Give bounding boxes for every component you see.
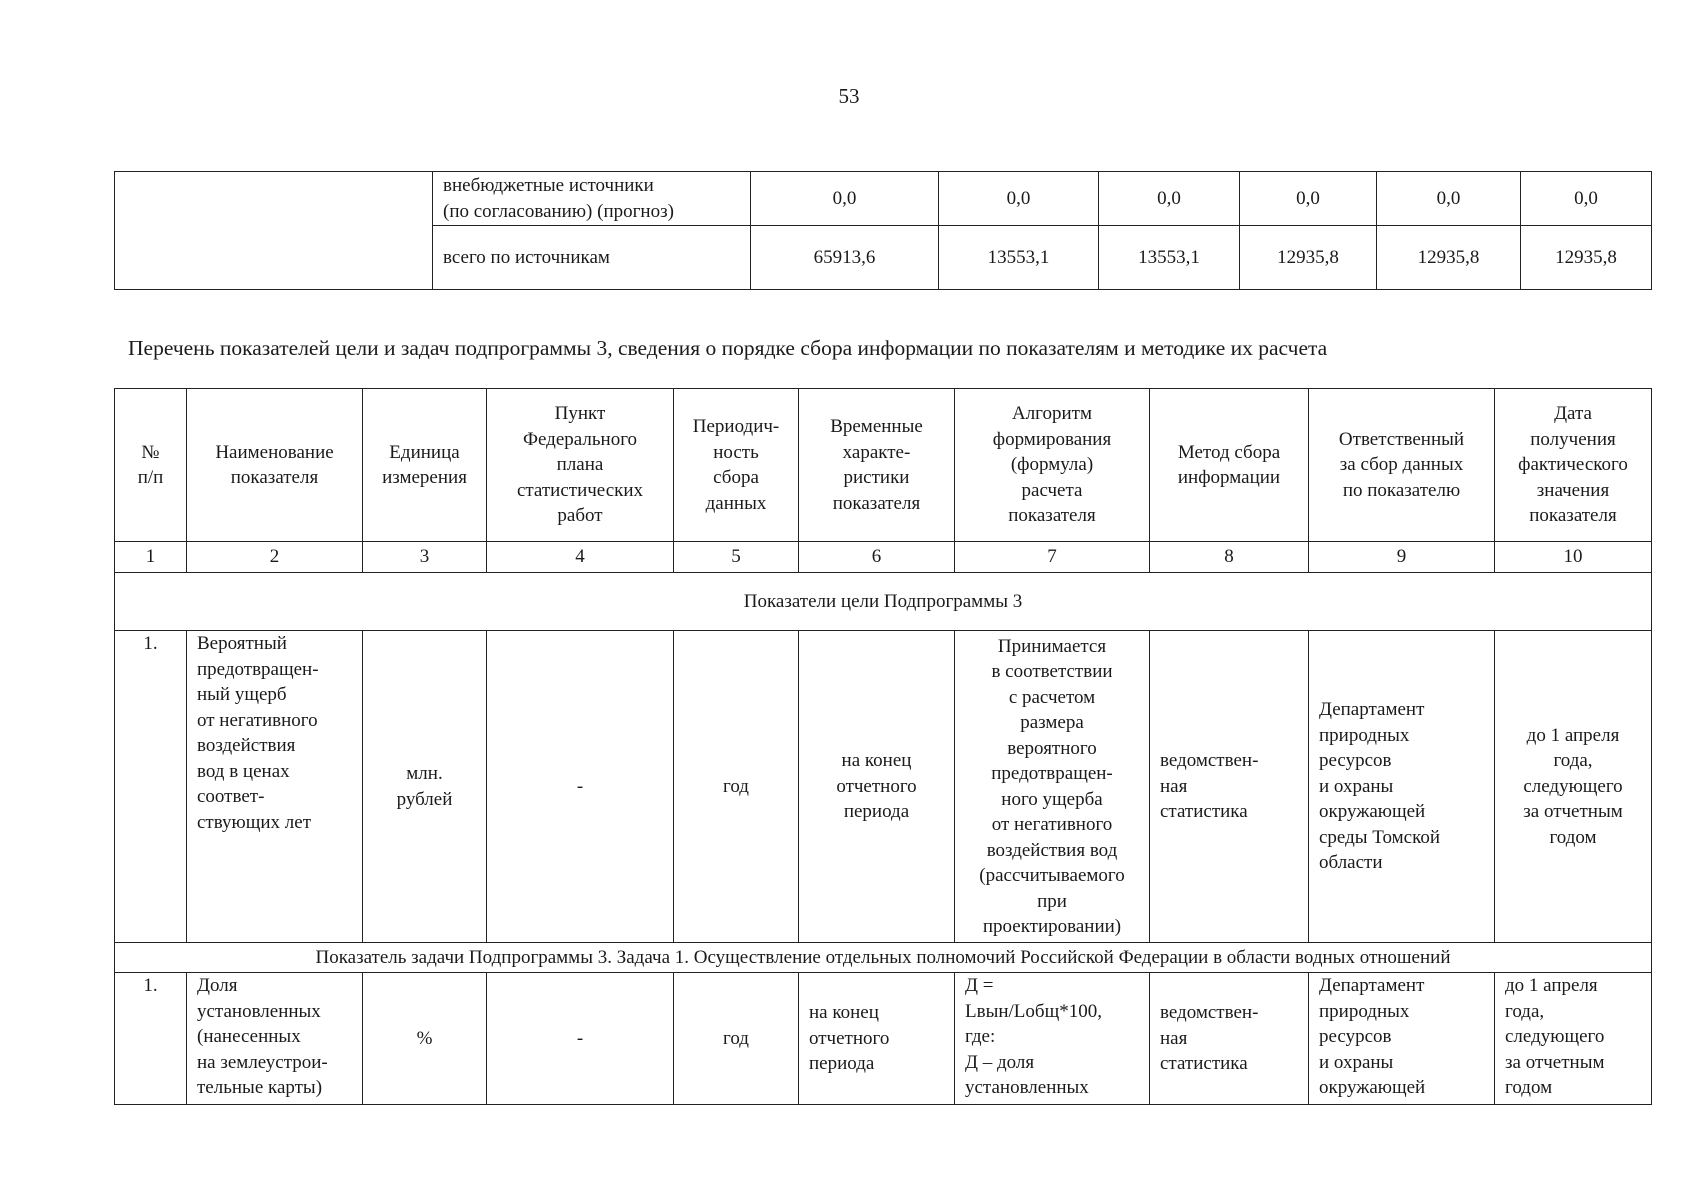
indicator-name: Вероятный предотвращен- ный ущерб от негативного воздействия вод в ценах соответ- ствующих лет: [187, 631, 363, 943]
indicator-algorithm: Принимается в соответствии с расчетом размера вероятного предотвращен- ного ущерба от негативного воздействия вод (рассчитываемого при проектировании): [955, 631, 1150, 943]
header-cell: Дата получения фактического значения показателя: [1495, 389, 1652, 542]
header-cell: Наименование показателя: [187, 389, 363, 542]
column-number: 4: [487, 542, 674, 573]
indicator-date: до 1 апреля года, следующего за отчетным годом: [1495, 973, 1652, 1105]
budget-empty-cell: [115, 172, 433, 290]
column-number: 6: [799, 542, 955, 573]
header-cell: Периодич- ность сбора данных: [674, 389, 799, 542]
indicators-table: [114, 388, 1652, 1105]
row-number: 1.: [115, 631, 187, 943]
header-row: [115, 389, 1652, 542]
budget-value: 12935,8: [1377, 226, 1521, 290]
indicator-algorithm: Д = Lвын/Lобщ*100, где: Д – доля установленных: [955, 973, 1150, 1105]
budget-row-label: внебюджетные источники (по согласованию) (прогноз): [433, 172, 751, 226]
indicator-responsible: Департамент природных ресурсов и охраны окружающей среды Томской области: [1309, 631, 1495, 943]
budget-value: 65913,6: [751, 226, 939, 290]
section-heading: Показатели цели Подпрограммы 3: [115, 573, 1652, 631]
budget-row-label: всего по источникам: [433, 226, 751, 290]
budget-value: 0,0: [1521, 172, 1652, 226]
budget-value: 13553,1: [939, 226, 1099, 290]
indicator-time-characteristics: на конец отчетного периода: [799, 631, 955, 943]
page-number: 53: [838, 84, 860, 108]
section-row-goal: [115, 573, 1652, 631]
indicator-unit: млн. рублей: [363, 631, 487, 943]
column-number-row: [115, 542, 1652, 573]
header-cell: Единица измерения: [363, 389, 487, 542]
indicator-time-characteristics: на конец отчетного периода: [799, 973, 955, 1105]
indicator-method: ведомствен- ная статистика: [1150, 973, 1309, 1105]
budget-value: 0,0: [1099, 172, 1240, 226]
budget-value: 0,0: [939, 172, 1099, 226]
section-heading: Показатель задачи Подпрограммы 3. Задача 1. Осуществление отдельных полномочий Российской Федерации в области водных отношений: [115, 943, 1652, 973]
header-cell: Метод сбора информации: [1150, 389, 1309, 542]
header-cell: Временные характе- ристики показателя: [799, 389, 955, 542]
column-number: 5: [674, 542, 799, 573]
column-number: 1: [115, 542, 187, 573]
budget-table: [114, 171, 1652, 290]
indicator-periodicity: год: [674, 973, 799, 1105]
header-cell: № п/п: [115, 389, 187, 542]
row-number: 1.: [115, 973, 187, 1105]
column-number: 8: [1150, 542, 1309, 573]
indicator-unit: %: [363, 973, 487, 1105]
budget-value: 12935,8: [1240, 226, 1377, 290]
column-number: 10: [1495, 542, 1652, 573]
indicator-row-task: [115, 973, 1652, 1105]
budget-value: 0,0: [1377, 172, 1521, 226]
budget-value: 0,0: [751, 172, 939, 226]
budget-value: 0,0: [1240, 172, 1377, 226]
column-number: 3: [363, 542, 487, 573]
budget-row-extrabudget: [115, 172, 1652, 226]
indicator-row-goal: [115, 631, 1652, 943]
budget-value: 12935,8: [1521, 226, 1652, 290]
header-cell: Алгоритм формирования (формула) расчета показателя: [955, 389, 1150, 542]
indicator-method: ведомствен- ная статистика: [1150, 631, 1309, 943]
header-cell: Ответственный за сбор данных по показателю: [1309, 389, 1495, 542]
section-row-task: [115, 943, 1652, 973]
indicator-date: до 1 апреля года, следующего за отчетным годом: [1495, 631, 1652, 943]
indicator-name: Доля установленных (нанесенных на землеустрои- тельные карты): [187, 973, 363, 1105]
budget-value: 13553,1: [1099, 226, 1240, 290]
indicator-fed-plan-item: -: [487, 631, 674, 943]
indicators-title: Перечень показателей цели и задач подпрограммы 3, сведения о порядке сбора информации по показателям и методике их расчета: [128, 336, 1328, 360]
indicator-periodicity: год: [674, 631, 799, 943]
indicator-fed-plan-item: -: [487, 973, 674, 1105]
column-number: 9: [1309, 542, 1495, 573]
header-cell: Пункт Федерального плана статистических работ: [487, 389, 674, 542]
indicator-responsible: Департамент природных ресурсов и охраны окружающей: [1309, 973, 1495, 1105]
column-number: 7: [955, 542, 1150, 573]
column-number: 2: [187, 542, 363, 573]
